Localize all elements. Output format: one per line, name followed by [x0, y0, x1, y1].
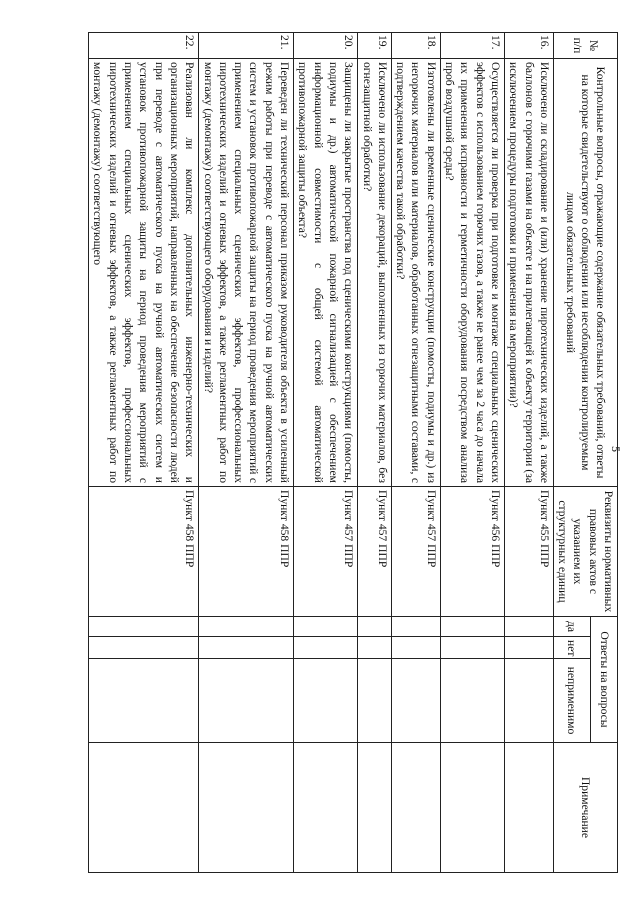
- row-requisite: Пункт 458 ППР: [199, 487, 294, 617]
- row-question: Переведен ли технический персонал приказом руководителя объекта в усиленный режим работы при переводе с автоматического пуска на ручной автоматических систем и установок противопожарной защиты на период проведения мероприятий с применением специальных сценических эффектов, профессиональных пиротехнических изделий и огневых эффектов, а также регламентных работ по монтажу (демонтажу) соответствующего оборудования и изделий?: [199, 59, 294, 487]
- table-row: [358, 33, 392, 873]
- row-question: Исключено ли использование декораций, выполненных из горючих материалов, без огнезащитной обработки?: [358, 59, 392, 487]
- rotated-page-content: [38, 32, 618, 872]
- header-yes: да: [553, 617, 590, 637]
- row-question: Изготовлены ли временные сценические конструкции (помосты, подиумы и др.) из негорючих материалов или материалов, обработанных огнезащитными составами, с подтверждением качества такой обработки?: [391, 59, 440, 487]
- row-number: 22.: [89, 33, 199, 59]
- answer-na-cell: [358, 659, 392, 743]
- table-row: [440, 33, 504, 873]
- header-question: Контрольные вопросы, отражающие содержание обязательных требований, ответы на которые свидетельствуют о соблюдении или несоблюдении контролируемым лицом обязательных требований: [553, 59, 617, 487]
- row-question: Исключено ли складирование и (или) хранение пиротехнических изделий, а также баллонов с горючими газами на объекте и на прилегающей к объекту территории (за исключением процедуры подготовки и применения на мероприятии)?: [504, 59, 553, 487]
- answer-yes-cell: [391, 617, 440, 637]
- row-number: 16.: [504, 33, 553, 59]
- row-requisite: Пункт 458 ППР: [89, 487, 199, 617]
- answer-no-cell: [440, 637, 504, 659]
- table-row: [391, 33, 440, 873]
- note-cell: [358, 743, 392, 873]
- table-row: [89, 33, 199, 873]
- answer-no-cell: [504, 637, 553, 659]
- row-requisite: Пункт 455 ППР: [504, 487, 553, 617]
- answer-yes-cell: [89, 617, 199, 637]
- note-cell: [504, 743, 553, 873]
- header-no: нет: [553, 637, 590, 659]
- row-requisite: Пункт 456 ППР: [440, 487, 504, 617]
- answer-na-cell: [440, 659, 504, 743]
- table-row: [199, 33, 294, 873]
- answer-no-cell: [89, 637, 199, 659]
- answer-na-cell: [199, 659, 294, 743]
- answer-no-cell: [294, 637, 358, 659]
- answer-na-cell: [89, 659, 199, 743]
- note-cell: [391, 743, 440, 873]
- answer-yes-cell: [199, 617, 294, 637]
- header-note: Примечание: [553, 743, 617, 873]
- note-cell: [440, 743, 504, 873]
- answer-na-cell: [294, 659, 358, 743]
- table-row: [294, 33, 358, 873]
- row-number: 19.: [358, 33, 392, 59]
- row-requisite: Пункт 457 ППР: [391, 487, 440, 617]
- header-requisites: Реквизиты нормативных правовых актов с указанием их структурных единиц: [553, 487, 617, 617]
- note-cell: [199, 743, 294, 873]
- row-number: 18.: [391, 33, 440, 59]
- row-number: 17.: [440, 33, 504, 59]
- answer-no-cell: [391, 637, 440, 659]
- row-question: Осуществляется ли проверка при подготовке и монтаже специальных сценических эффектов с использованием горючих газов, а также не ранее чем за 2 часа до начала их применения исправности и герметичности оборудования посредством анализа проб воздушной среды?: [440, 59, 504, 487]
- header-answers: Ответы на вопросы: [590, 617, 617, 743]
- row-question: Защищены ли закрытые пространства под сценическими конструкциями (помосты, подиумы и др.) автоматической пожарной сигнализацией с обеспечением информационной совместимости с общей системой автоматической противопожарной защиты объекта?: [294, 59, 358, 487]
- row-question: Реализован ли комплекс дополнительных инженерно-технических и организационных мероприятий, направленных на обеспечение безопасности людей при переводе с автоматического пуска на ручной автоматических систем и установок противопожарной защиты на период проведения мероприятий с применением специальных сценических эффектов, профессиональных пиротехнических изделий и огневых эффектов, а также регламентных работ по монтажу (демонтажу) соответствующего: [89, 59, 199, 487]
- answer-yes-cell: [440, 617, 504, 637]
- answer-yes-cell: [294, 617, 358, 637]
- table-row: [504, 33, 553, 873]
- answer-no-cell: [199, 637, 294, 659]
- answer-no-cell: [358, 637, 392, 659]
- answer-yes-cell: [504, 617, 553, 637]
- answer-yes-cell: [358, 617, 392, 637]
- note-cell: [89, 743, 199, 873]
- page-number: 5: [609, 446, 623, 452]
- row-number: 20.: [294, 33, 358, 59]
- answer-na-cell: [504, 659, 553, 743]
- header-na: неприменимо: [553, 659, 590, 743]
- row-requisite: Пункт 457 ППР: [294, 487, 358, 617]
- answer-na-cell: [391, 659, 440, 743]
- note-cell: [294, 743, 358, 873]
- row-requisite: Пункт 457 ППР: [358, 487, 392, 617]
- row-number: 21.: [199, 33, 294, 59]
- header-num: № п/п: [553, 33, 617, 59]
- checklist-table: [88, 32, 618, 873]
